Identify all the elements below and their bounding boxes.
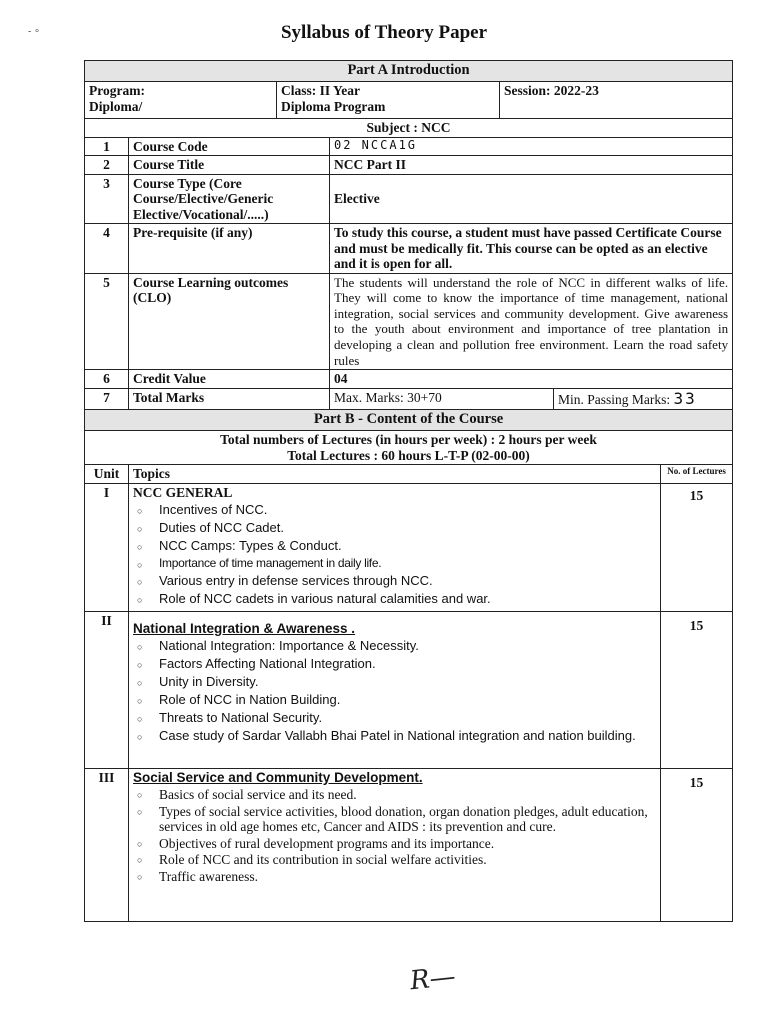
topic-item: ○ Types of social service activities, blood donation, organ donation pledges, adult education, services in old age homes etc, Cancer and AIDS : its prevention and cure. [159,804,656,835]
unit-topics [129,483,661,611]
course-type-value: Elective [330,174,733,224]
unit-lectures: 15 [661,611,733,768]
lectures-per-week: Total numbers of Lectures (in hours per week) : 2 hours per week [220,432,597,448]
topic-item: ○ Threats to National Security. [159,711,656,726]
unit-number: II [85,611,129,768]
unit-header-row [85,465,733,484]
part-b-heading: Part B - Content of the Course [85,410,733,431]
row-label: Course Type (Core Course/Elective/Generic Elective/Vocational/.....) [129,174,330,224]
part-a-heading: Part A Introduction [85,61,733,82]
program-cell [85,82,277,119]
row-number: 2 [85,156,129,175]
topic-list [133,639,656,744]
page-title: Syllabus of Theory Paper [280,22,488,43]
topic-list [133,503,656,606]
course-code-value: 02 NCCA1G [330,137,733,156]
class-value: Diploma Program [281,98,386,114]
unit-column-header: Unit [85,465,129,484]
topic-item: ○ Importance of time management in daily life. [159,557,656,571]
max-marks: Max. Marks: 30+70 [330,388,554,409]
row-label: Course Learning outcomes (CLO) [129,273,330,370]
unit-row-1 [85,483,733,611]
topic-item: ○ Incentives of NCC. [159,503,656,518]
row-number: 1 [85,137,129,156]
course-row-2 [85,156,733,175]
topic-item: ○ Case study of Sardar Vallabh Bhai Patel in National integration and nation building. [159,729,656,744]
course-row-3 [85,174,733,224]
row-label: Course Title [129,156,330,175]
row-label: Total Marks [129,388,330,409]
course-row-6 [85,370,733,389]
class-cell [277,82,500,119]
topic-item: ○ Basics of social service and its need. [159,787,656,803]
syllabus-table [84,60,733,922]
program-label: Program: [89,83,145,98]
unit-heading: Social Service and Community Development. [133,769,423,785]
row-number: 5 [85,273,129,370]
topic-list [133,787,656,884]
topic-item: ○ Role of NCC and its contribution in social welfare activities. [159,852,656,868]
lectures-summary [85,431,733,465]
min-marks [554,388,733,409]
topic-item: ○ National Integration: Importance & Necessity. [159,639,656,654]
row-label: Course Code [129,137,330,156]
program-value: Diploma/ [89,98,143,114]
prerequisite-value: To study this course, a student must have passed Certificate Course and must be medically fit. This course can be opted as an elective and it is open for all. [330,224,733,274]
row-number: 6 [85,370,129,389]
unit-topics [129,768,661,921]
topic-item: ○ Duties of NCC Cadet. [159,521,656,536]
topic-item: ○ Traffic awareness. [159,869,656,885]
topic-item: ○ Role of NCC in Nation Building. [159,693,656,708]
scan-artifact: ‐ ∘ [28,26,41,37]
row-number: 4 [85,224,129,274]
topic-item: ○ Factors Affecting National Integration. [159,657,656,672]
course-row-7 [85,388,733,409]
course-row-4 [85,224,733,274]
subject-cell: Subject : NCC [85,119,733,138]
topic-item: ○ Role of NCC cadets in various natural calamities and war. [159,592,656,607]
row-number: 7 [85,388,129,409]
row-number: 3 [85,174,129,224]
unit-topics [129,611,661,768]
unit-number: I [85,483,129,611]
min-marks-label: Min. Passing Marks: [558,391,671,407]
row-label: Credit Value [129,370,330,389]
program-row [85,82,733,119]
class-label: Class: II Year [281,83,360,98]
topics-column-header: Topics [129,465,661,484]
topic-item: ○ Objectives of rural development programs and its importance. [159,836,656,852]
topic-item: ○ Various entry in defense services through NCC. [159,574,656,589]
unit-heading: NCC GENERAL [133,484,233,500]
credit-value: 04 [330,370,733,389]
unit-number: III [85,768,129,921]
min-marks-value: 33 [673,388,697,408]
course-title-value: NCC Part II [330,156,733,175]
unit-row-2 [85,611,733,768]
row-label: Pre-requisite (if any) [129,224,330,274]
unit-row-3 [85,768,733,921]
lectures-column-header: No. of Lectures [661,465,733,484]
topic-item: ○ Unity in Diversity. [159,675,656,690]
unit-heading: National Integration & Awareness . [133,620,356,636]
topic-item: ○ NCC Camps: Types & Conduct. [159,539,656,554]
total-lectures: Total Lectures : 60 hours L-T-P (02-00-00) [287,447,530,463]
learning-outcomes-value: The students will understand the role of NCC in different walks of life. They will come to know the importance of time management, national integration, social services and community development. Give awareness to the youth about environment and importance of tree plantation in developing a clean and pollution free environment. Learn the road safety rules [330,273,733,370]
unit-lectures: 15 [661,768,733,921]
handwritten-signature: R— [408,961,458,997]
unit-lectures: 15 [661,483,733,611]
course-row-1 [85,137,733,156]
session-cell: Session: 2022-23 [500,82,733,119]
course-row-5 [85,273,733,370]
